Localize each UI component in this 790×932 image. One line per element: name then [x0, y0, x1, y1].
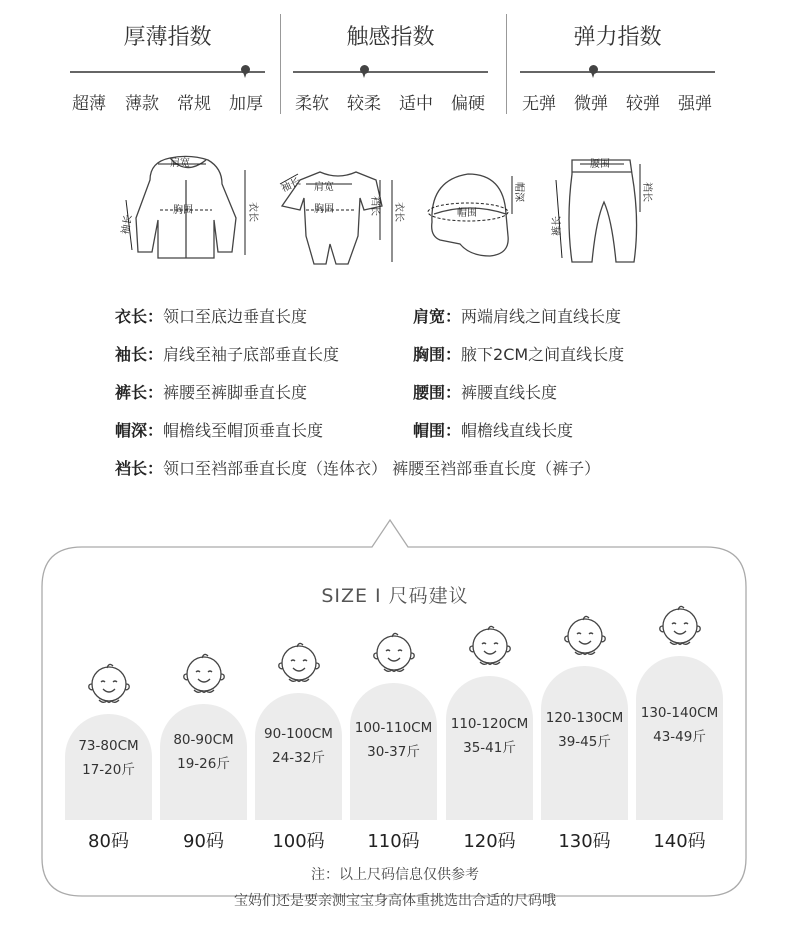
- definition-item: 胸围：腋下2CM之间直线长度: [413, 345, 625, 364]
- jacket-chest-label: 胸围: [173, 205, 193, 216]
- divider: [506, 14, 507, 114]
- pants-length-label: 裤长: [552, 216, 563, 236]
- definition-item: 肩宽：两端肩线之间直线长度: [413, 307, 622, 326]
- size-note-2: 宝妈们还是要亲测宝宝身高体重挑选出合适的尺码哦: [234, 893, 556, 909]
- size-weight-range: 24-32斤: [272, 749, 325, 766]
- size-label: 100码: [272, 831, 325, 852]
- size-column: [541, 666, 628, 820]
- marker-icon: [241, 65, 250, 74]
- baby-face-icon: [563, 612, 607, 662]
- jacket-shoulder-label: 肩宽: [170, 158, 190, 169]
- baby-face-icon: [372, 629, 416, 679]
- size-label: 120码: [463, 831, 516, 852]
- index-title-thickness: 厚薄指数: [123, 25, 212, 50]
- size-height-range: 100-110CM: [354, 720, 433, 737]
- size-height-range: 110-120CM: [450, 716, 529, 733]
- size-column: [636, 656, 723, 820]
- size-height-range: 130-140CM: [640, 704, 719, 721]
- size-weight-range: 19-26斤: [177, 756, 230, 773]
- index-option: 偏硬: [451, 94, 485, 114]
- definition-item: 袖长：肩线至袖子底部垂直长度: [115, 345, 340, 364]
- size-column: [255, 693, 342, 820]
- index-option: 加厚: [229, 94, 263, 114]
- index-option: 无弹: [522, 94, 556, 114]
- size-weight-range: 30-37斤: [367, 744, 420, 761]
- size-height-range: 73-80CM: [78, 738, 139, 755]
- pants-crotch-label: 裆长: [641, 182, 652, 202]
- romper-crotch-label: 裆长: [369, 196, 380, 216]
- size-label: 110码: [367, 831, 420, 852]
- hat-depth-label: 帽深: [513, 182, 524, 202]
- index-option: 较柔: [347, 94, 381, 114]
- baby-face-icon: [277, 639, 321, 689]
- size-weight-range: 39-45斤: [558, 734, 611, 751]
- size-height-range: 120-130CM: [545, 710, 624, 727]
- size-label: 90码: [183, 831, 224, 852]
- baby-face-icon: [658, 602, 702, 652]
- size-column: [65, 714, 152, 820]
- size-height-range: 90-100CM: [264, 725, 333, 742]
- size-label: 80码: [88, 831, 129, 852]
- index-option: 柔软: [295, 94, 329, 114]
- baby-face-icon: [87, 660, 131, 710]
- index-scale-line: [293, 71, 488, 73]
- definition-item: 帽深：帽檐线至帽顶垂直长度: [115, 421, 324, 440]
- divider: [280, 14, 281, 114]
- index-option: 较弹: [626, 94, 660, 114]
- definition-item: 腰围：裤腰直线长度: [413, 383, 558, 402]
- size-column: [446, 676, 533, 820]
- pants-icon: [569, 160, 637, 262]
- size-weight-range: 17-20斤: [82, 762, 135, 779]
- pants-waist-label: 腰围: [590, 159, 610, 170]
- size-column: [350, 683, 437, 820]
- size-height-range: 80-90CM: [173, 732, 234, 749]
- romper-chest-label: 胸围: [314, 204, 334, 215]
- index-option: 适中: [399, 94, 433, 114]
- romper-sleeve-label: 袖长: [279, 176, 303, 195]
- marker-icon: [589, 65, 598, 74]
- definition-item: 裆长：领口至裆部垂直长度（连体衣） 裤腰至裆部垂直长度（裤子）: [115, 459, 601, 478]
- baby-face-icon: [468, 622, 512, 672]
- definition-item: 帽围：帽檐线直线长度: [413, 421, 574, 440]
- size-title: SIZE I 尺码建议: [321, 585, 469, 607]
- definition-item: 衣长：领口至底边垂直长度: [115, 307, 308, 326]
- index-option: 常规: [177, 94, 211, 114]
- index-title-elasticity: 弹力指数: [573, 25, 662, 50]
- index-scale-line: [70, 71, 265, 73]
- index-option: 超薄: [72, 94, 106, 114]
- definition-item: 裤长：裤腰至裤脚垂直长度: [115, 383, 308, 402]
- jacket-length-label: 衣长: [247, 202, 258, 222]
- romper-shoulder-label: 肩宽: [314, 182, 334, 193]
- romper-length-label: 衣长: [393, 202, 404, 222]
- size-column: [160, 704, 247, 820]
- jacket-sleeve-label: 袖长: [120, 213, 135, 236]
- index-option: 微弹: [574, 94, 608, 114]
- garment-diagrams: [0, 140, 790, 270]
- size-label: 140码: [653, 831, 706, 852]
- size-weight-range: 35-41斤: [463, 740, 516, 757]
- baby-face-icon: [182, 650, 226, 700]
- index-scale-line: [520, 71, 715, 73]
- size-note: 注：以上尺码信息仅供参考: [311, 867, 479, 883]
- index-option: 强弹: [678, 94, 712, 114]
- hat-circ-label: 帽围: [457, 208, 477, 219]
- size-weight-range: 43-49斤: [653, 728, 706, 745]
- index-option: 薄款: [125, 94, 159, 114]
- size-label: 130码: [558, 831, 611, 852]
- marker-icon: [360, 65, 369, 74]
- index-title-touch: 触感指数: [346, 25, 435, 50]
